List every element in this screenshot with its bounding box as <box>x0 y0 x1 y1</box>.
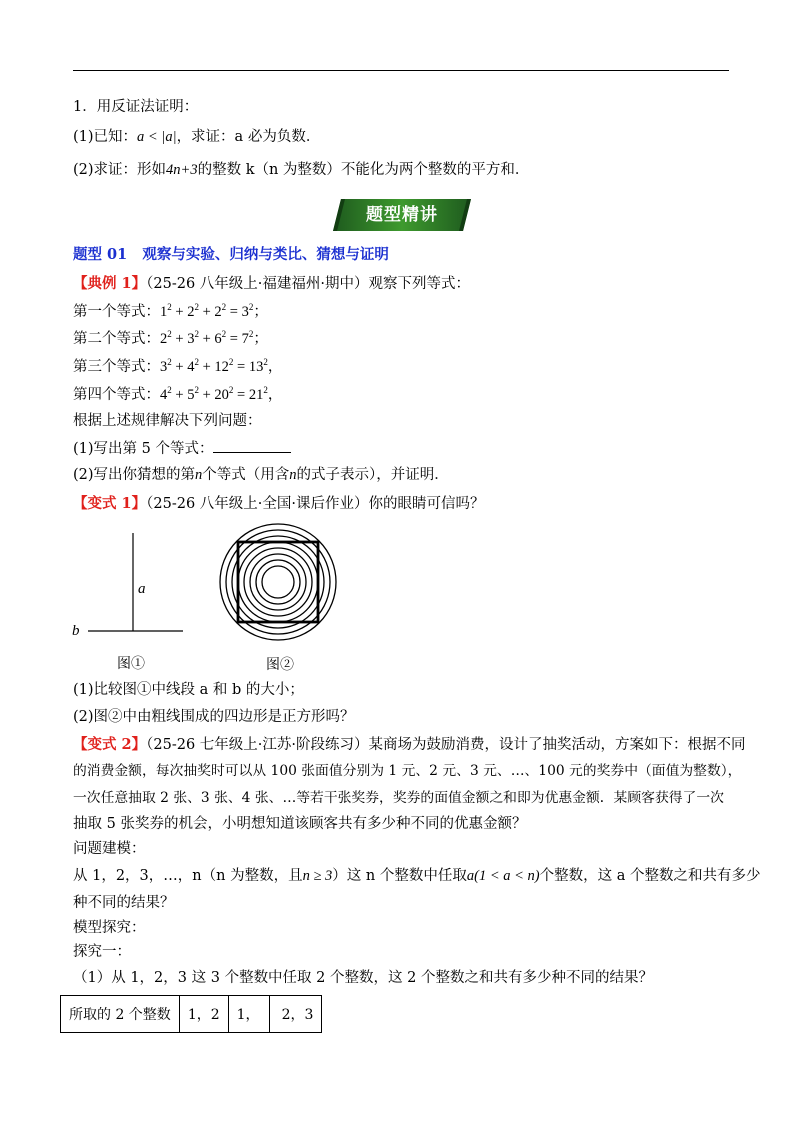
example1-tag: 【典例 1】 <box>73 275 147 292</box>
banner-title: 题型精讲 <box>366 205 438 225</box>
q1-part2: (2)求证：形如4n+3的整数 k（n 为整数）不能化为两个整数的平方和． <box>73 162 530 178</box>
table-row <box>61 996 322 1033</box>
equation-3: 第三个等式：$3^2 + 4^2 + 12^2 = 13^2$， <box>73 357 283 375</box>
variant2-line4: 抽取 5 张奖券的机会，小明想知道该顾客共有多少种不同的优惠金额？ <box>73 816 527 832</box>
label-a: a <box>138 581 146 597</box>
table-cell: 2，3 <box>269 996 322 1033</box>
caption-figure-2: 图② <box>266 657 294 673</box>
table-cell: 1， <box>228 996 269 1033</box>
modeling-line2: 种不同的结果？ <box>73 895 175 911</box>
q1-title: 1．用反证法证明： <box>73 99 199 115</box>
exploration-q1: （1）从 1，2，3 这 3 个整数中任取 2 个整数，这 2 个整数之和共有多少种不同的结果？ <box>73 970 653 986</box>
q1-part1: (1)已知：a < |a|，求证：a 必为负数． <box>73 129 321 145</box>
variant2-line2: 的消费金额，每次抽奖时可以从 100 张面值分别为 1 元、2 元、3 元、…、100 元的奖券中（面值为整数）， <box>73 763 742 779</box>
formula-a-lt-abs-a: a < |a| <box>137 129 177 145</box>
variant2-line3: 一次任意抽取 2 张、3 张、4 张、…等若干张奖券，奖券的面值金额之和即为优惠金额．某顾客获得了一次 <box>73 790 724 806</box>
exploration-one: 探究一： <box>73 944 131 960</box>
example1-instruction: 根据上述规律解决下列问题： <box>73 413 262 429</box>
section-banner <box>333 199 471 231</box>
table-header-cell: 所取的 2 个整数 <box>61 996 180 1033</box>
variant1-header: 【变式 1】（25-26 八年级上·全国·课后作业）你的眼睛可信吗？ <box>73 495 485 512</box>
variant2-tag: 【变式 2】 <box>73 736 147 753</box>
example1-q2: (2)写出你猜想的第n个等式（用含n的式子表示），并证明． <box>73 467 449 483</box>
variant1-q2: (2)图②中由粗线围成的四边形是正方形吗？ <box>73 709 355 725</box>
equation-1: 第一个等式：$1^2 + 2^2 + 2^2 = 3^2$； <box>73 302 268 320</box>
label-b: b <box>72 623 80 639</box>
combination-table <box>60 995 322 1033</box>
variant1-q1: (1)比较图①中线段 a 和 b 的大小； <box>73 682 304 698</box>
equation-4: 第四个等式：$4^2 + 5^2 + 20^2 = 21^2$， <box>73 385 283 403</box>
figure-1 <box>70 528 190 673</box>
figure-2 <box>215 522 350 677</box>
type01-heading: 题型 01 观察与实验、归纳与类比、猜想与证明 <box>73 246 389 263</box>
caption-figure-1: 图① <box>117 656 145 672</box>
example1-header: 【典例 1】（25-26 八年级上·福建福州·期中）观察下列等式： <box>73 275 471 292</box>
model-exploration: 模型探究： <box>73 920 146 936</box>
modeling-line1: 从 1，2，3，…，n（n 为整数，且n ≥ 3）这 n 个整数中任取a(1 < a < n)个整数，这 a 个整数之和共有多少 <box>73 868 761 884</box>
example1-q1: (1)写出第 5 个等式： <box>73 438 291 459</box>
table-cell: 1，2 <box>179 996 228 1033</box>
answer-blank[interactable] <box>213 438 291 453</box>
header-rule <box>73 70 729 71</box>
problem-modeling: 问题建模： <box>73 841 146 857</box>
variant1-tag: 【变式 1】 <box>73 495 147 512</box>
formula-4n-plus-3: 4n+3 <box>166 162 198 178</box>
equation-2: 第二个等式：$2^2 + 3^2 + 6^2 = 7^2$； <box>73 329 268 347</box>
variant2-line1: 【变式 2】（25-26 七年级上·江苏·阶段练习）某商场为鼓励消费，设计了抽奖活动，方案如下：根据不同 <box>73 736 746 753</box>
